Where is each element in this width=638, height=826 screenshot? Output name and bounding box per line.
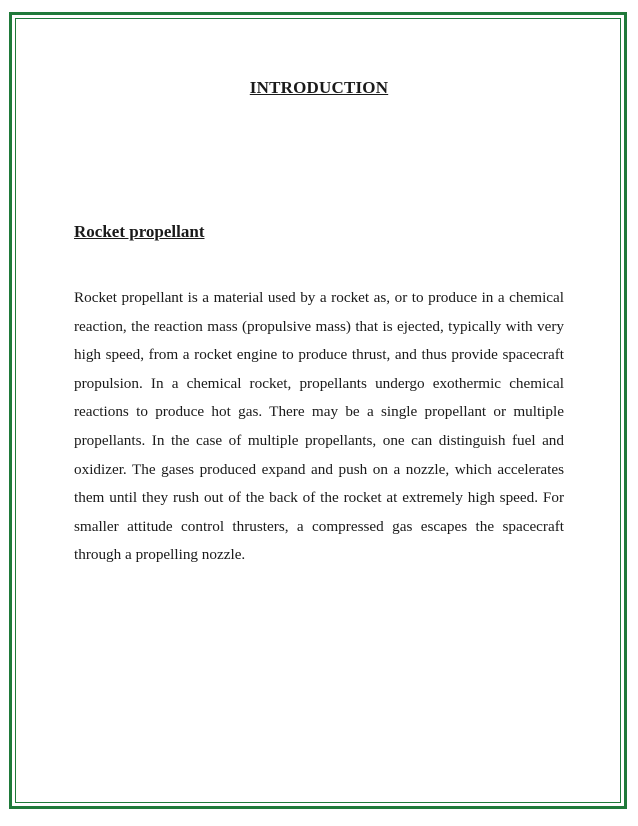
section-heading: Rocket propellant [74, 222, 205, 241]
body-paragraph: Rocket propellant is a material used by a rocket as, or to produce in a chemical reaction, the reaction mass (propulsive mass) that is ejected, typically with very high speed, from a rocket engine to produce thrust, and thus provide spacecraft propulsion. In a chemical rocket, propellants undergo exothermic chemical reactions to produce hot gas. There may be a single propellant or multiple propellants. In the case of multiple propellants, one can distinguish fuel and oxidizer. The gases produced expand and push on a nozzle, which accelerates them until they rush out of the back of the rocket at extremely high speed. For smaller attitude control thrusters, a compressed gas escapes the spacecraft through a propelling nozzle. [74, 289, 564, 564]
page-title: INTRODUCTION [249, 78, 389, 97]
